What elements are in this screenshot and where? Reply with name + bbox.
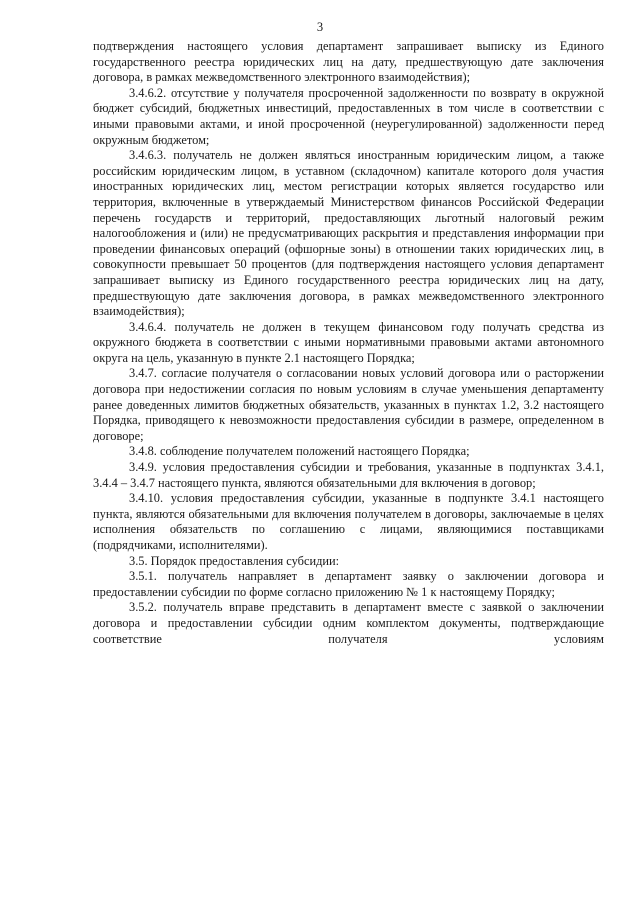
paragraph-3-4-8: 3.4.8. соблюдение получателем положений настоящего Порядка; — [129, 444, 470, 459]
paragraph-3-4-6-2: 3.4.6.2. отсутствие у получателя просроченной задолженности по возврату в окружной бюджет субсидий, бюджетных инвестиций, предоставленных в том числе в соответствии с иными правовыми актами, и иной просроченной (неурегулированной) задолженности перед окружным бюджетом; — [93, 85, 604, 147]
paragraph-3-4-6-4: 3.4.6.4. получатель не должен в текущем финансовом году получать средства из окружного бюджета в соответствии с иными нормативными правовыми актами автономного округа на цель, указанную в пункте 2.1 настоящего Порядка; — [93, 319, 604, 365]
paragraph-3-5: 3.5. Порядок предоставления субсидии: — [129, 553, 340, 568]
paragraph-3-4-10: 3.4.10. условия предоставления субсидии, указанные в подпункте 3.4.1 настоящего пункта, являются обязательными для включения получателем в договоры, заключаемые в целях исполнения обязательств по соглашению с лицами, являющимися поставщиками (подрядчиками, исполнителями). — [93, 491, 604, 552]
paragraph-3-5-2: 3.5.2. получатель вправе представить в департамент вместе с заявкой о заключении договора и предоставлении субсидии одним комплектом документы, подтверждающие соответствие получателя условиям — [93, 600, 604, 646]
paragraph-continuation: подтверждения настоящего условия департамент запрашивает выписку из Единого государственного реестра юридических лиц на дату, предшествующую дате заключения договора, в рамках межведомственного электронного взаимодействия); — [93, 39, 604, 85]
paragraph-3-4-9: 3.4.9. условия предоставления субсидии и требования, указанные в подпунктах 3.4.1, 3.4.4 – 3.4.7 настоящего пункта, являются обязательными для включения в договор; — [93, 460, 604, 490]
paragraph-3-4-7: 3.4.7. согласие получателя о согласовании новых условий договора или о расторжении договора при недостижении согласия по новым условиям в случае уменьшения департаменту ранее доведенных лимитов бюджетных обязательств, указанных в пунктах 1.2, 3.2 настоящего Порядка, приводящего к невозможности предоставления субсидии в размере, определенном в договоре; — [93, 366, 604, 443]
page-number: 3 — [316, 20, 324, 34]
paragraph-3-5-1: 3.5.1. получатель направляет в департамент заявку о заключении договора и предоставлении субсидии по форме согласно приложению № 1 к настоящему Порядку; — [93, 569, 604, 599]
paragraph-3-4-6-3: 3.4.6.3. получатель не должен являться иностранным юридическим лицом, а также российским юридическим лицом, в уставном (складочном) капитале которого доля участия иностранных юридических лиц, местом регистрации которых является государство или территория, включенные в утверждаемый Министерством финансов Российской Федерации перечень государств и территорий, предоставляющих льготный налоговый режим налогообложения и (или) не предусматривающих раскрытия и представления информации при проведении финансовых операций (офшорные зоны) в отношении таких юридических лиц, в совокупности превышает 50 процентов (для подтверждения настоящего условия департамент запрашивает выписку из Единого государственного реестра юридических лиц на дату, предшествующую дате заключения договора, в рамках межведомственного электронного взаимодействия); — [93, 148, 604, 319]
document-body — [93, 39, 604, 647]
